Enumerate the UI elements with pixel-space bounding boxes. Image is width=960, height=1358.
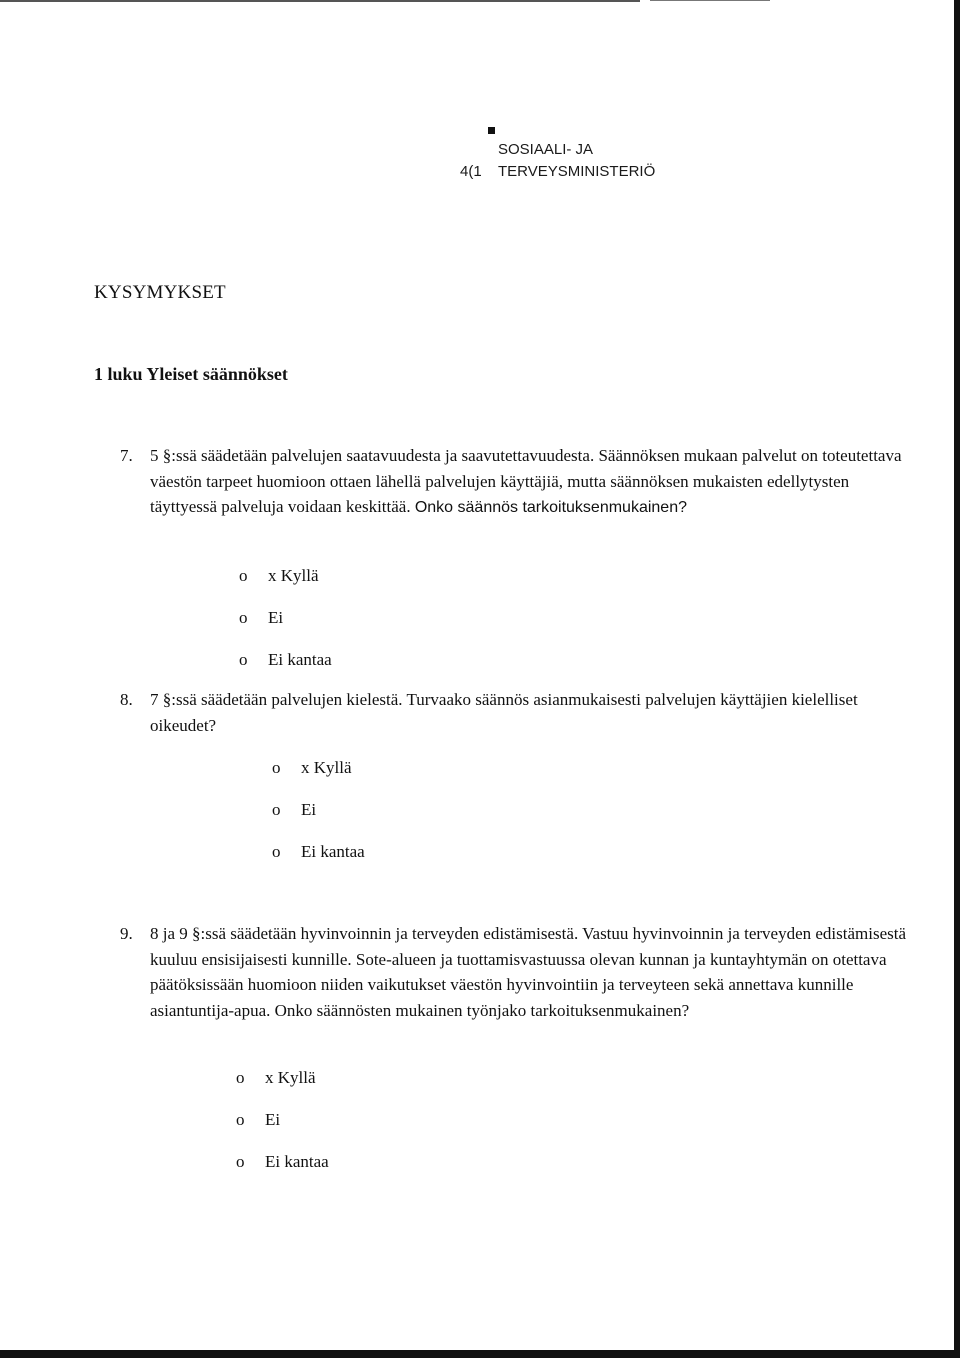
ministry-logo-square	[488, 127, 495, 134]
radio-bullet-icon: o	[239, 650, 248, 669]
question-text-main: 5 §:ssä säädetään palvelujen saatavuudesta ja saavutettavuudesta. Säännöksen mukaan palvelut on toteutettava väestön tarpeet huomioon ottaen lähellä palvelujen käyttäjiä, mutta säännöksen mukaisten edellytysten täyttyessä palveluja voidaan keskittää.	[150, 446, 902, 516]
scan-border-bottom	[0, 1350, 960, 1358]
option-kylla[interactable]	[239, 564, 332, 606]
chapter-title: 1 luku Yleiset säännökset	[94, 364, 288, 384]
scan-border-top-fragment	[650, 0, 770, 1]
question-7	[120, 443, 910, 521]
question-8	[120, 687, 910, 738]
radio-bullet-icon: o	[236, 1068, 245, 1087]
option-ei-kantaa[interactable]	[239, 648, 332, 690]
option-label: Ei kantaa	[301, 842, 365, 861]
question-number: 8.	[120, 690, 133, 709]
page-number: 4(1	[460, 163, 482, 180]
radio-bullet-icon: o	[236, 1110, 245, 1129]
question-text: 7 §:ssä säädetään palvelujen kielestä. Turvaako säännös asianmukaisesti palvelujen käyttäjien kielelliset oikeudet?	[150, 690, 858, 735]
radio-bullet-icon: o	[272, 800, 281, 819]
question-text: 8 ja 9 §:ssä säädetään hyvinvoinnin ja terveyden edistämisestä. Vastuu hyvinvoinnin ja terveyden edistämisestä kuuluu ensisijaisesti kunnille. Sote-alueen ja tuottamisvastuussa olevan kunnan ja kuntayhtymän on otettava päätöksissään huomioon niiden vaikutukset väestön hyvinvointiin ja terveyteen sekä annettava kunnille asiantuntija-apua. Onko säännösten mukainen työnjako tarkoituksenmukainen?	[150, 924, 907, 1020]
option-ei[interactable]	[239, 606, 332, 648]
option-label: Ei	[268, 608, 284, 627]
option-label: x Kyllä	[265, 1068, 316, 1087]
option-kylla[interactable]	[272, 756, 365, 798]
question-number: 7.	[120, 446, 133, 465]
question-text	[150, 443, 910, 521]
option-label: Ei kantaa	[268, 650, 332, 669]
question-9	[120, 921, 910, 1023]
option-ei[interactable]	[236, 1108, 329, 1150]
radio-bullet-icon: o	[272, 842, 281, 861]
option-ei[interactable]	[272, 798, 365, 840]
option-label: x Kyllä	[268, 566, 319, 585]
option-label: Ei kantaa	[265, 1152, 329, 1171]
question-prompt: Onko säännös tarkoituksenmukainen?	[414, 499, 687, 516]
radio-bullet-icon: o	[236, 1152, 245, 1171]
option-kylla[interactable]	[236, 1066, 329, 1108]
option-ei-kantaa[interactable]	[272, 840, 365, 882]
scan-border-right	[954, 0, 960, 1358]
document-title: KYSYMYKSET	[94, 282, 226, 303]
option-label: Ei	[265, 1110, 281, 1129]
option-label: Ei	[301, 800, 317, 819]
answer-options-q8	[272, 756, 365, 882]
option-ei-kantaa[interactable]	[236, 1150, 329, 1192]
option-label: x Kyllä	[301, 758, 352, 777]
ministry-name-line2: TERVEYSMINISTERIÖ	[498, 163, 656, 180]
answer-options-q7	[239, 564, 332, 690]
radio-bullet-icon: o	[239, 566, 248, 585]
answer-options-q9	[236, 1066, 329, 1192]
radio-bullet-icon: o	[272, 758, 281, 777]
scan-border-top	[0, 0, 640, 2]
radio-bullet-icon: o	[239, 608, 248, 627]
question-number: 9.	[120, 924, 133, 943]
ministry-name-line1: SOSIAALI- JA	[498, 141, 594, 158]
